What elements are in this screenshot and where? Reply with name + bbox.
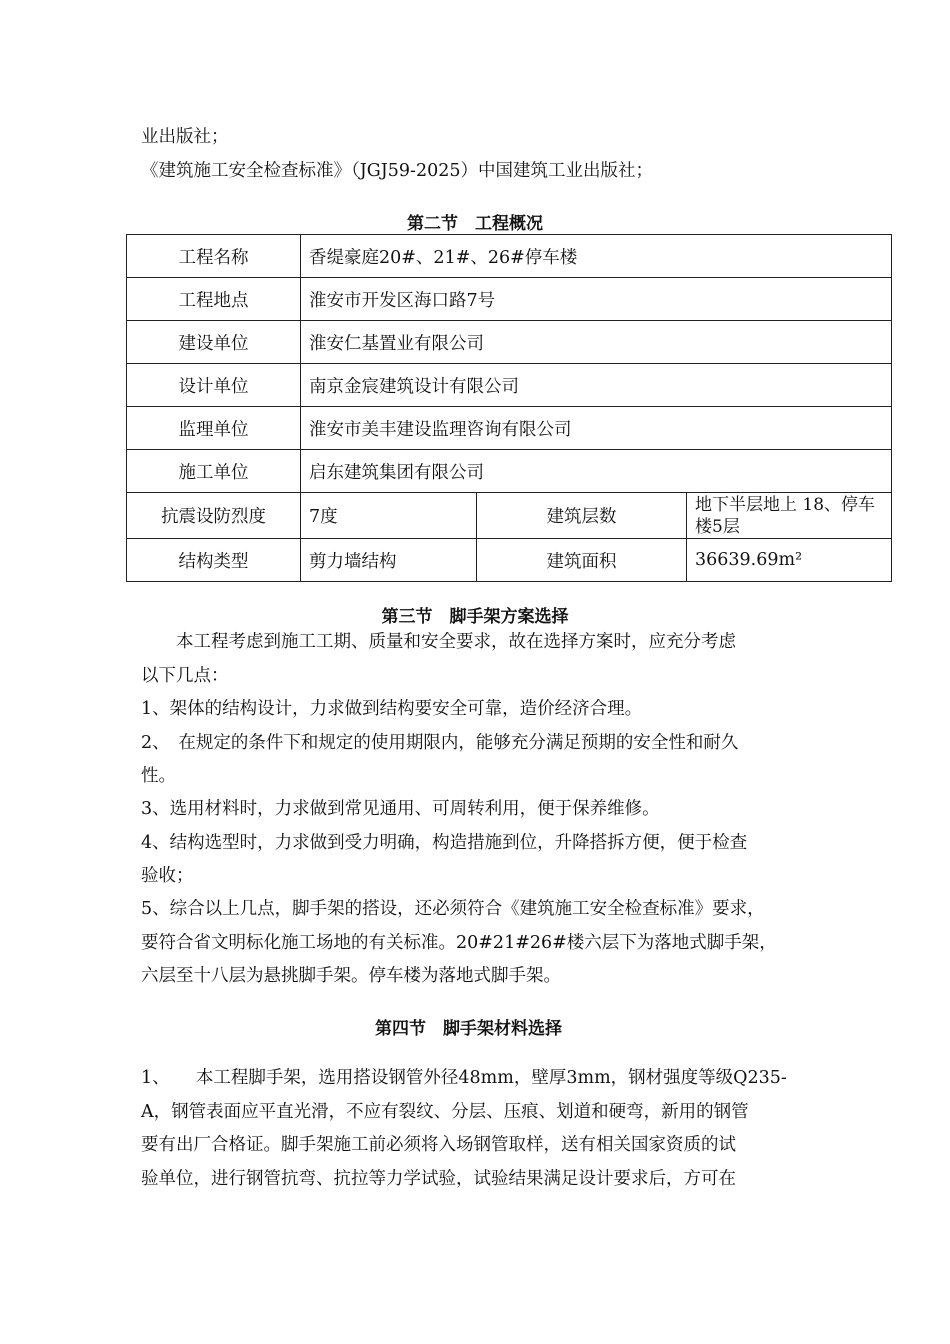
paragraph-line: 性。 — [141, 766, 176, 786]
paragraph-line: A，钢管表面应平直光滑，不应有裂纹、分层、压痕、划道和硬弯，新用的钢管 — [141, 1102, 749, 1122]
row-label: 建筑层数 — [477, 493, 687, 539]
table-row — [127, 539, 892, 582]
row-value: 淮安仁基置业有限公司 — [301, 321, 892, 364]
row-value: 香缇豪庭20#、21#、26#停车楼 — [301, 235, 892, 278]
project-overview-table — [126, 234, 892, 582]
row-label: 设计单位 — [127, 364, 301, 407]
table-row — [127, 407, 892, 450]
row-label: 工程名称 — [127, 235, 301, 278]
table-row — [127, 450, 892, 493]
row-label: 监理单位 — [127, 407, 301, 450]
paragraph-line: 4、结构选型时，力求做到受力明确，构造措施到位，升降搭拆方便，便于检查 — [141, 833, 748, 853]
paragraph-line: 六层至十八层为悬挑脚手架。停车楼为落地式脚手架。 — [141, 966, 561, 986]
row-value: 淮安市美丰建设监理咨询有限公司 — [301, 407, 892, 450]
row-label: 建设单位 — [127, 321, 301, 364]
table-row — [127, 493, 892, 539]
table-row — [127, 364, 892, 407]
section-2-heading: 第二节 工程概况 — [407, 214, 543, 234]
paragraph-line: 验单位，进行钢管抗弯、抗拉等力学试验，试验结果满足设计要求后，方可在 — [141, 1169, 736, 1189]
paragraph-line: 3、选用材料时，力求做到常见通用、可周转利用，便于保养维修。 — [141, 799, 660, 819]
row-label: 建筑面积 — [477, 539, 687, 582]
table-row — [127, 278, 892, 321]
row-label: 抗震设防烈度 — [127, 493, 301, 539]
row-value: 地下半层地上 18、停车楼5层 — [687, 493, 892, 539]
row-value: 7度 — [301, 493, 477, 539]
intro-line-1: 业出版社； — [141, 127, 229, 147]
paragraph-line: 2、 在规定的条件下和规定的使用期限内，能够充分满足预期的安全性和耐久 — [141, 733, 739, 753]
paragraph-line: 1、 本工程脚手架，选用搭设钢管外径48mm，壁厚3mm，钢材强度等级Q235- — [141, 1068, 787, 1088]
row-value: 启东建筑集团有限公司 — [301, 450, 892, 493]
paragraph-line: 5、综合以上几点，脚手架的搭设，还必须符合《建筑施工安全检查标准》要求， — [141, 899, 765, 919]
paragraph-line: 1、架体的结构设计，力求做到结构要安全可靠，造价经济合理。 — [141, 699, 643, 719]
row-value: 剪力墙结构 — [301, 539, 477, 582]
table-row — [127, 321, 892, 364]
row-value: 淮安市开发区海口路7号 — [301, 278, 892, 321]
row-value: 南京金宸建筑设计有限公司 — [301, 364, 892, 407]
row-label: 结构类型 — [127, 539, 301, 582]
intro-line-2: 《建筑施工安全检查标准》（JGJ59-2025）中国建筑工业出版社； — [141, 161, 653, 181]
row-label: 工程地点 — [127, 278, 301, 321]
paragraph-line: 验收； — [141, 866, 194, 886]
section-3-heading: 第三节 脚手架方案选择 — [381, 607, 569, 627]
table-row — [127, 235, 892, 278]
paragraph-line: 要符合省文明标化施工场地的有关标准。20#21#26#楼六层下为落地式脚手架， — [141, 933, 777, 953]
row-value: 36639.69m² — [687, 539, 892, 582]
paragraph-line: 要有出厂合格证。脚手架施工前必须将入场钢管取样，送有相关国家资质的试 — [141, 1135, 736, 1155]
paragraph-line: 以下几点： — [141, 666, 229, 686]
paragraph-line: 本工程考虑到施工工期、质量和安全要求，故在选择方案时，应充分考虑 — [141, 632, 736, 652]
section-4-heading: 第四节 脚手架材料选择 — [375, 1019, 562, 1039]
row-label: 施工单位 — [127, 450, 301, 493]
